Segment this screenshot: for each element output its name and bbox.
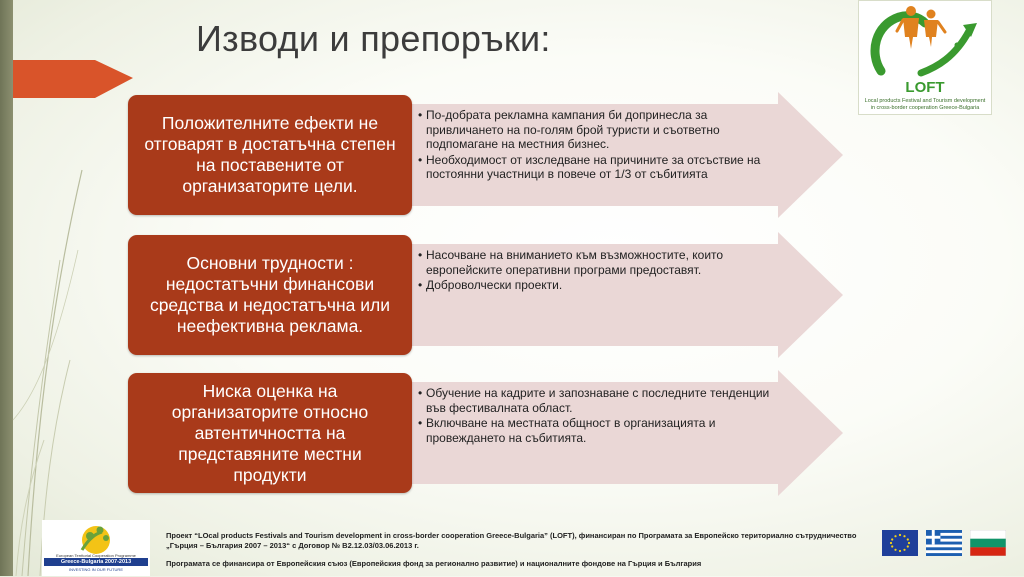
footer-text [166,531,866,577]
recommendation-item: • Включване на местната общност в организацията и провеждането на събитията. [418,416,788,445]
programme-logo [42,520,150,576]
loft-logo-name: LOFT [905,79,945,96]
loft-logo-subtitle-2: in cross-border cooperation Greece-Bulgaria [870,105,980,111]
programme-logo-line-3: INVESTING IN OUR FUTURE [68,567,123,572]
bulgaria-flag-icon [970,530,1006,556]
recommendation-item: • Необходимост от изследване на причините за отсъствие на постоянни участници в повече от 1/3 от събитията [418,153,788,182]
recommendation-list-1 [418,108,788,183]
footer-funding-info: Програмата се финансира от Европейския съюз (Европейския фонд за регионално развитие) и националните фондове на Гърция и България [166,559,702,568]
loft-logo-subtitle-1: Local products Festival and Tourism development [864,98,986,104]
finding-label-1: Положителните ефекти не отговарят в достатъчна степен на поставените от организаторите цели. [128,95,412,215]
recommendation-list-2 [418,248,788,294]
footer-project-info: Проект “LOcal products Festivals and Tourism development in cross-border cooperation Greece-Bulgaria” (LOFT), финансиран по Програмата за Европейско териториално сътрудничество „Гърция – България 2007 – 2013“ с Договор № В2.12.03/03.06.2013 г. [166,531,857,550]
loft-logo [858,0,992,115]
slide-title: Изводи и препоръки: [196,18,551,59]
finding-row-3 [128,370,843,498]
recommendation-item: • По-добрата рекламна кампания би допринесла за привличането на по-голям брой туристи и съответно подпомагане на местния бизнес. [418,108,788,152]
finding-row-1 [128,92,843,220]
orange-arrow-tab [13,60,133,98]
programme-logo-graphic [42,520,150,554]
programme-logo-line-1: European Territorial Cooperation Programme [56,553,136,558]
finding-label-2: Основни трудности : недостатъчни финансови средства и недостатъчна или неефективна реклама. [128,235,412,355]
greece-flag-icon [926,530,962,556]
loft-logo-graphic [859,1,991,83]
programme-logo-line-2: Greece-Bulgaria 2007-2013 [44,558,148,566]
recommendation-item: • Обучение на кадрите и запознаване с последните тенденции във фестивалната област. [418,386,788,415]
eu-flag-icon [882,530,918,556]
decorative-lines [0,0,140,576]
recommendation-item: • Насочване на вниманието към възможностите, които европейските оперативни програми предоставят. [418,248,788,277]
recommendation-item: • Доброволчески проекти. [418,278,788,293]
finding-label-3: Ниска оценка на организаторите относно автентичността на представяните местни продукти [128,373,412,493]
recommendation-list-3 [418,386,788,446]
finding-row-2 [128,232,843,360]
